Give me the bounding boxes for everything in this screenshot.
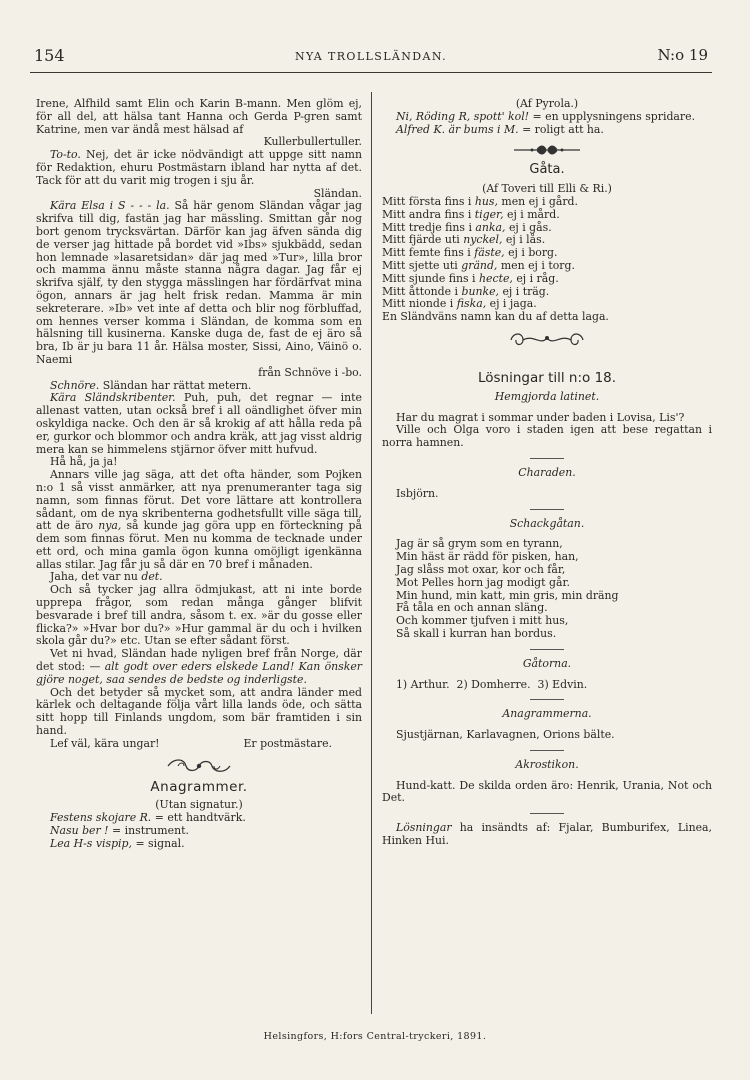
reply-text: Sländan har rättat metern. [102, 378, 252, 392]
page-number: 154 [34, 46, 65, 65]
divider [530, 458, 564, 459]
solution-text: Sjustjärnan, Karlavagnen, Orions bälte. [396, 728, 615, 742]
reply-paragraph [36, 149, 362, 187]
riddle-word: tiger, [474, 207, 504, 221]
riddle-text: Mitt femte fins i [382, 246, 471, 260]
page-header [30, 44, 712, 73]
riddle-text: ej i mård. [507, 207, 560, 221]
riddle-text: Mitt åttonde i [382, 284, 459, 298]
ornament-divider [512, 142, 582, 158]
riddle-text: Mitt första fins i [382, 194, 472, 208]
riddle-text: Mitt tredje fins i [382, 220, 472, 234]
riddle-text: Mitt sjette uti [382, 258, 458, 272]
riddle-word: nyckel, [463, 233, 503, 247]
solution-title: Hemgjorda latinet. [494, 389, 600, 403]
section-heading: Lösningar till n:o 18. [477, 369, 617, 386]
editor-emphasis: det. [141, 570, 163, 584]
left-column [36, 98, 362, 851]
riddle-verse [382, 196, 712, 311]
riddle-text: ej i lås. [505, 233, 546, 247]
solution-title: Schackgåtan. [509, 516, 585, 530]
section-subheading: (Utan signatur.) [155, 798, 243, 812]
anagram-hint: = roligt att ha. [522, 122, 604, 136]
letter-salutation: Kära Elsa i S - - - la. [50, 199, 170, 213]
editor-paragraph [36, 392, 362, 456]
poem-verse [382, 538, 712, 640]
divider [530, 699, 564, 700]
reply-signature: Sländan. [313, 186, 362, 200]
letter-paragraph [36, 200, 362, 366]
issue-number: N:o 19 [657, 46, 708, 64]
reply-name: To-to. [50, 148, 81, 162]
riddle-text: ej i träg. [502, 284, 550, 298]
publication-title: NYA TROLLSLÄNDAN. [294, 50, 448, 63]
divider [530, 649, 564, 650]
anagram-hint: = en upplysningens spridare. [532, 109, 696, 123]
editor-paragraph [36, 469, 362, 571]
anagram-hint: = signal. [135, 836, 185, 850]
poem-line: Få tåla en och annan släng. [396, 601, 548, 615]
riddle-word: fäste, [474, 246, 505, 260]
answer-item: 3) Edvin. [537, 677, 588, 691]
riddle-text: men ej i gård. [501, 194, 578, 208]
solvers-names: ha insändts af: Fjalar, Bumburifex, Linea, Hinken Hui. [382, 821, 712, 848]
editor-paragraph: Och det betyder så mycket som, att andra länder med kärlek och deltagande följa vårt lilla lands öde, och sätta sitt hopp till Finlands ungdom, som bär framtiden i sin hand. [36, 685, 362, 738]
section-heading: Anagrammer. [150, 778, 248, 795]
solution-text: Har du magrat i sommar under baden i Lovisa, Lis'? [396, 410, 685, 424]
poem-line: Och kommer tjufven i mitt hus, [396, 614, 569, 628]
editor-text: Annars ville jag säga, att det ofta händer, som Pojken n:o 1 så visst anmärker, att nya prenumeranter taga sig namn, som finnas förut. Det vore lättare att kontrollera sådant, om de nya skribenterna godhetsfullt ville säga till, att de äro [36, 468, 362, 533]
solvers-label: Lösningar [396, 821, 452, 835]
reply-text: Nej, det är icke nödvändigt att uppge sitt namn för Redaktion, ehuru Postmästarn ibland har nytta af det. Tack för att du varit mig trogen i sju år. [36, 148, 362, 187]
anagram-line [36, 838, 362, 851]
riddle-closing: En Sländväns namn kan du af detta laga. [382, 310, 609, 324]
riddle-text: ej i borg. [508, 246, 558, 260]
section-subheading: (Af Toveri till Elli & Ri.) [482, 182, 612, 196]
divider [530, 813, 564, 814]
divider [530, 750, 564, 751]
solution-title: Charaden. [518, 465, 576, 479]
letter-signature: från Schnöve i -bo. [258, 365, 362, 379]
solution-title: Gåtorna. [522, 656, 572, 670]
closing-signature: Er postmästare. [243, 736, 332, 750]
reply-name: Schnöre. [50, 378, 100, 392]
editor-paragraph: Hå hå, ja ja! [50, 455, 118, 469]
riddle-text: ej i jaga. [489, 297, 537, 311]
solvers-line [382, 822, 712, 848]
riddle-word: hecte, [479, 271, 513, 285]
riddle-text: Mitt sjunde fins i [382, 271, 476, 285]
poem-line: Min hund, min katt, min gris, min dräng [396, 588, 619, 602]
editor-paragraph [36, 648, 362, 686]
letter-text: Så här genom Sländan vågar jag skrifva till dig, fastän jag har mässling. Smittan går nog bort genom trycksvärtan. Därför kan jag äfven sända dig de verser jag hittade på bordet vid »Ibs» sjukbädd, sedan hon lemnade »lasaretsidan» där jag med »Tur», lilla bror och mamma ännu måste stanna några dagar. Jag får ej skrifva själf, ty den stygga mässlingen har fördärfvat mina ögon, annars är jag helt frisk redan. Mamma är min sekreterare. »Ib» vet inte af detta och blir nog förbluffad, om hennes verser komma i Sländan, de komma som en hälsning till kusinerna. Kanske duga de, fast de ej äro så bra, Ib är ju bara 11 år. Hälsa moster, Sissi, Aino, Väinö o. Naemi [36, 199, 362, 366]
poem-line: Jag slåss mot oxar, kor och får, [396, 562, 566, 576]
divider [530, 509, 564, 510]
editor-text: Vet ni hvad, Sländan hade nyligen bref från Norge, där det stod: — [36, 647, 362, 674]
riddle-word: anka, [475, 220, 506, 234]
editor-text: Puh, puh, det regnar — inte allenast vatten, utan också bref i all oändlighet öfver min oskyldiga nacke. Och den är så krokig af att hålla reda på er, gurkor och blommor och andra kräk, att jag visst aldrig mera kan se himmelens stjärnor öfver mitt hufvud. [36, 391, 362, 456]
poem-line: Mot Pelles horn jag modigt går. [396, 575, 570, 589]
anagram-hint: = ett handtvärk. [154, 811, 246, 825]
anagram-line [382, 124, 712, 137]
editor-text: så kunde jag göra upp en förteckning på dem som finnas förut. Men nu komma de tecknade under ett ord, och mina gamla ögon kunna omöjligt igenkänna allas stilar. Jag får ju så där en 70 bref i månaden. [36, 519, 363, 571]
solution-title: Anagrammerna. [502, 707, 592, 721]
ornament-flourish [507, 330, 587, 348]
riddle-text: ej i råg. [516, 271, 559, 285]
editor-paragraph: Och så tycker jag allra ödmjukast, att ni inte borde upprepa frågor, som redan många gånger blifvit besvarade i bref till andra, såsom t. ex. »är du gosse eller flicka?» »Hvar bor du?» »Hur gammal är du och i hvilken skola går du?» etc. Utan se efter sådant först. [36, 583, 362, 648]
anagram-phrase: Ni, Röding R, spott' kol! [396, 109, 530, 123]
solution-text: Hund-katt. De skilda orden äro: Henrik, Urania, Not och Det. [382, 778, 712, 805]
riddle-text: ej i gås. [508, 220, 552, 234]
poem-line: Min häst är rädd för pisken, han, [396, 550, 579, 564]
riddle-word: gränd, [461, 258, 498, 272]
anagram-phrase: Nasu ber ! [50, 824, 109, 838]
riddle-text: Mitt fjärde uti [382, 233, 460, 247]
riddle-word: hus, [474, 194, 498, 208]
printer-footer: Helsingfors, H:fors Central-tryckeri, 1891. [263, 1031, 487, 1042]
column-divider [371, 92, 372, 1014]
byline: (Af Pyrola.) [515, 97, 579, 110]
answer-item: 1) Arthur. [396, 677, 450, 691]
riddle-text: Mitt nionde i [382, 297, 454, 311]
anagram-hint: = instrument. [112, 824, 189, 838]
solution-text [382, 679, 712, 692]
anagram-phrase: Lea H-s vispip, [50, 836, 132, 850]
poem-line: Jag är så grym som en tyrann, [396, 537, 563, 551]
poem-line: Så skall i kurran han bordus. [396, 626, 557, 640]
closing-line [36, 738, 362, 751]
riddle-word: bunke, [461, 284, 500, 298]
riddle-text: men ej i torg. [500, 258, 575, 272]
letter-signature: Kullerbullertuller. [263, 135, 362, 149]
letter-paragraph: Irene, Alfhild samt Elin och Karin B-mann. Men glöm ej, för all del, att hälsa tant Hanna och Gerda P-gren samt Katrine, men var ändå mest hälsad af [36, 97, 362, 136]
riddle-text: Mitt andra fins i [382, 207, 472, 221]
anagram-phrase: Festens skojare R. [50, 811, 152, 825]
answer-item: 2) Domherre. [456, 677, 531, 691]
editor-salutation: Kära Sländskribenter. [50, 391, 176, 405]
riddle-word: fiska, [456, 297, 487, 311]
solution-text: Ville och Olga voro i staden igen att bese regattan i norra hamnen. [382, 423, 712, 450]
section-heading: Gåta. [529, 162, 565, 178]
anagram-phrase: Alfred K. är bums i M. [396, 122, 519, 136]
solution-text: Isbjörn. [396, 486, 439, 500]
editor-emphasis: nya, [98, 519, 122, 533]
ornament-flourish [164, 757, 234, 775]
closing-text: Lef väl, kära ungar! [50, 736, 160, 750]
editor-text: Jaha, det var nu [50, 570, 138, 584]
editor-quote: alt godt over eders elskede Land! Kan önsker gjöre noget, saa sendes de bedste og inderligste. [36, 660, 362, 686]
right-column [382, 98, 712, 848]
solution-title: Akrostikon. [515, 757, 579, 771]
